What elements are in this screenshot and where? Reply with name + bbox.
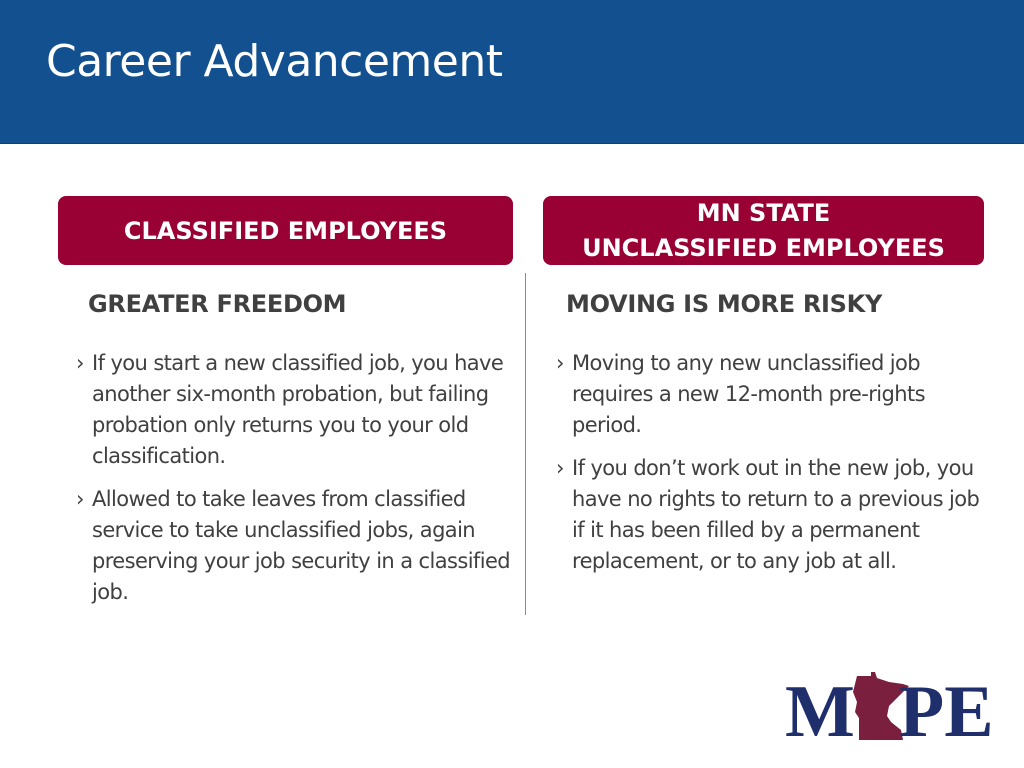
logo-letter-m: M xyxy=(785,672,855,740)
unclassified-employees-header xyxy=(543,196,984,265)
bullet-text: Moving to any new unclassified job requires a new 12-month pre-rights period. xyxy=(572,351,925,437)
list-item xyxy=(556,348,996,441)
greater-freedom-subheading: GREATER FREEDOM xyxy=(88,290,347,318)
moving-risky-subheading: MOVING IS MORE RISKY xyxy=(566,290,883,318)
unclassified-header-line2: UNCLASSIFIED EMPLOYEES xyxy=(582,233,945,262)
slide-title: Career Advancement xyxy=(46,36,503,87)
chevron-right-icon: › xyxy=(556,456,564,480)
chevron-right-icon: › xyxy=(76,351,84,375)
chevron-right-icon: › xyxy=(556,351,564,375)
bullet-text: Allowed to take leaves from classified service to take unclassified jobs, again preserving your job security in a classified job. xyxy=(92,487,511,604)
mape-logo xyxy=(785,672,1000,740)
logo-letters-pe: PE xyxy=(899,672,994,740)
bullet-text: If you don’t work out in the new job, you have no rights to return to a previous job if it has been filled by a permanent replacement, or to any job at all. xyxy=(572,456,980,573)
title-band xyxy=(0,0,1024,144)
column-divider xyxy=(525,273,526,615)
bullet-text: If you start a new classified job, you have another six-month probation, but failing probation only returns you to your old classification. xyxy=(92,351,504,468)
unclassified-header-line1: MN STATE xyxy=(696,198,831,227)
classified-bullet-list xyxy=(76,348,516,620)
unclassified-bullet-list xyxy=(556,348,996,589)
list-item xyxy=(556,453,996,577)
classified-employees-header-label: CLASSIFIED EMPLOYEES xyxy=(123,216,448,245)
list-item xyxy=(76,484,516,608)
classified-employees-header xyxy=(58,196,513,265)
list-item xyxy=(76,348,516,472)
chevron-right-icon: › xyxy=(76,487,84,511)
